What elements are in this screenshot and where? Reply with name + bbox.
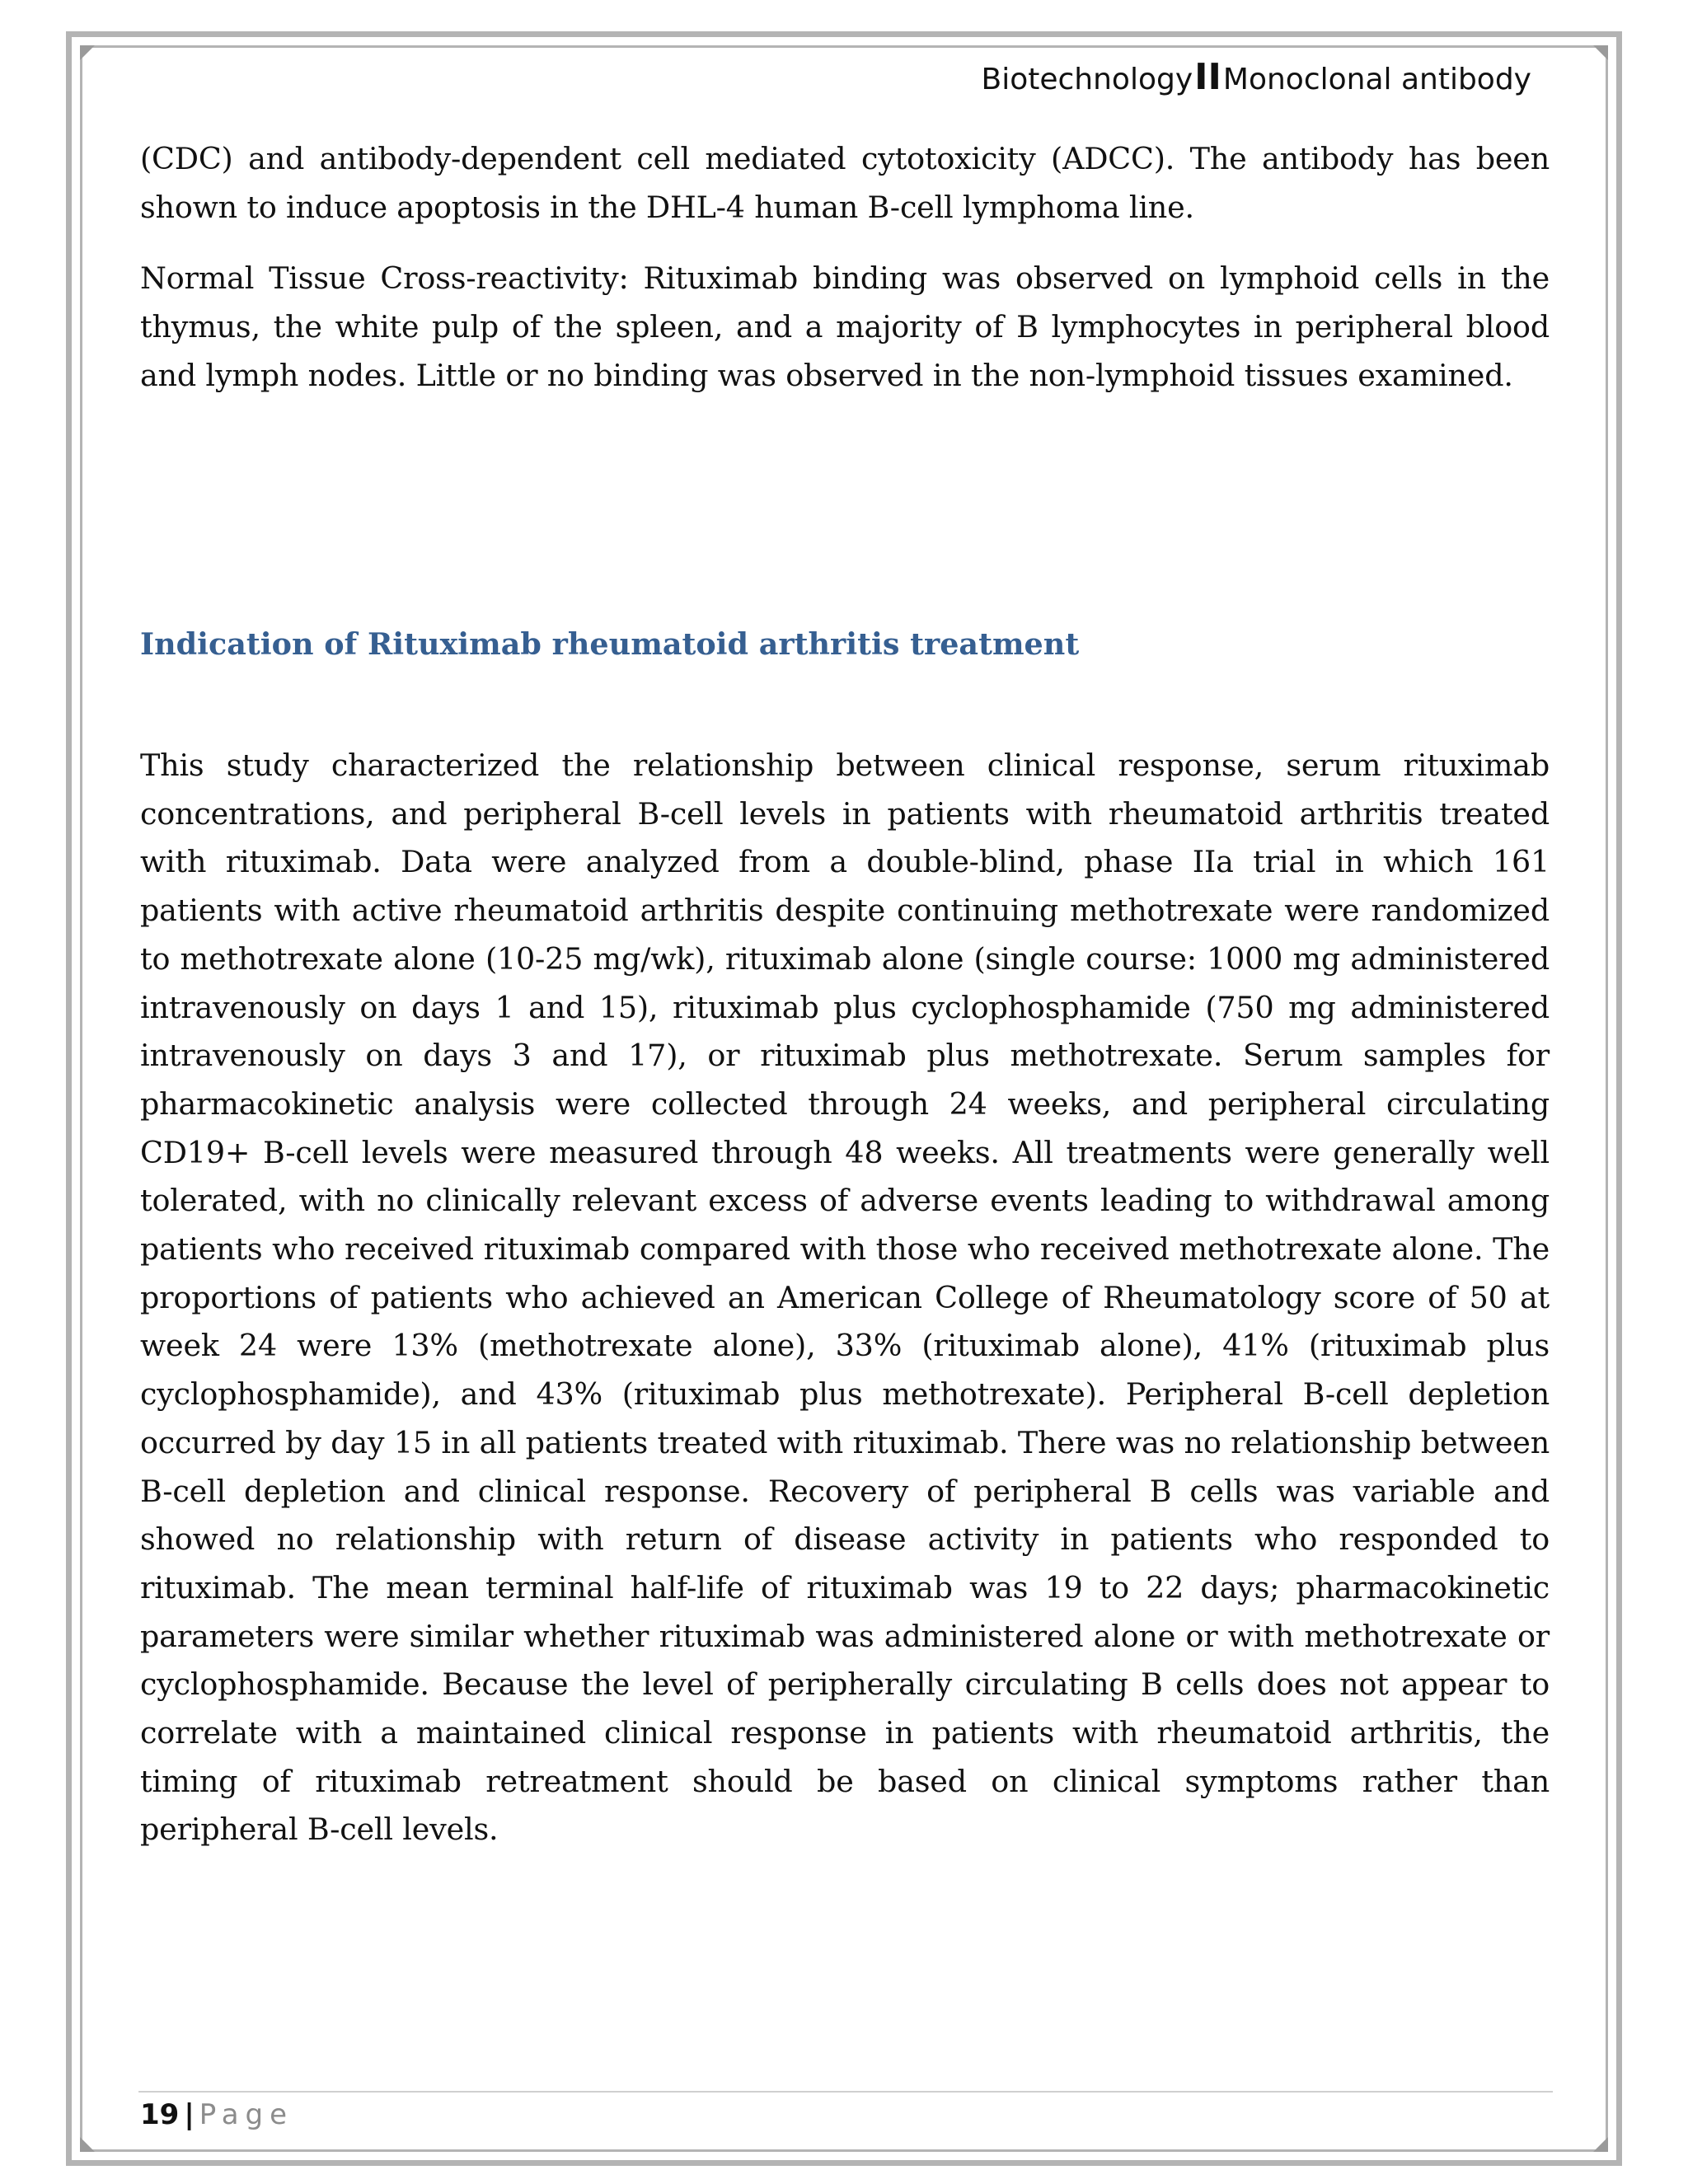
section-body [140, 742, 1550, 1854]
page-label: Page [199, 2098, 294, 2131]
paragraph-study-summary: This study characterized the relationship between clinical response, serum rituximab concentrations, and peripheral B-cell levels in patients with rheumatoid arthritis treated with rituximab. Data were analyzed from a double-blind, phase IIa trial in which 161 patients with active rheumatoid arthritis despite continuing methotrexate were randomized to methotrexate alone (10-25 mg/wk), rituximab alone (single course: 1000 mg administered intravenously on days 1 and 15), rituximab plus cyclophosphamide (750 mg administered intravenously on days 3 and 17), or rituximab plus methotrexate. Serum samples for pharmacokinetic analysis were collected through 24 weeks, and peripheral circulating CD19+ B-cell levels were measured through 48 weeks. All treatments were generally well tolerated, with no clinically relevant excess of adverse events leading to withdrawal among patients who received rituximab compared with those who received methotrexate alone. The proportions of patients who achieved an American College of Rheumatology score of 50 at week 24 were 13% (methotrexate alone), 33% (rituximab alone), 41% (rituximab plus cyclophosphamide), and 43% (rituximab plus methotrexate). Peripheral B-cell depletion occurred by day 15 in all patients treated with rituximab. There was no relationship between B-cell depletion and clinical response. Recovery of peripheral B cells was variable and showed no relationship with return of disease activity in patients who responded to rituximab. The mean terminal half-life of rituximab was 19 to 22 days; pharmacokinetic parameters were similar whether rituximab was administered alone or with methotrexate or cyclophosphamide. Because the level of peripherally circulating B cells does not appear to correlate with a maintained clinical response in patients with rheumatoid arthritis, the timing of rituximab retreatment should be based on clinical symptoms rather than peripheral B-cell levels. [140, 748, 1550, 1848]
paragraph-cdc-adcc: (CDC) and antibody-dependent cell mediated cytotoxicity (ADCC). The antibody has been shown to induce apoptosis in the DHL-4 human B-cell lymphoma line. [140, 141, 1550, 225]
header-topic: Monoclonal antibody [1222, 63, 1531, 96]
paragraph-tissue-cross-reactivity: Normal Tissue Cross-reactivity: Rituximab binding was observed on lymphoid cells in the thymus, the white pulp of the spleen, and a majority of B lymphocytes in peripheral blood and lymph nodes. Little or no binding was observed in the non-lymphoid tissues examined. [140, 260, 1550, 393]
corner-ornament-top-right [1593, 45, 1608, 60]
header-separator: II [1194, 56, 1221, 98]
corner-ornament-bottom-right [1593, 2137, 1608, 2152]
running-header [982, 56, 1531, 98]
corner-ornament-top-left [80, 45, 95, 60]
page-content [140, 135, 1550, 1848]
page-number: 19 [140, 2098, 180, 2131]
footer-rule [138, 2091, 1553, 2093]
header-subject: Biotechnology [981, 63, 1193, 96]
section-heading: Indication of Rituximab rheumatoid arthritis treatment [140, 626, 1080, 662]
page-footer [140, 2098, 293, 2131]
corner-ornament-bottom-left [80, 2137, 95, 2152]
footer-separator: | [184, 2098, 195, 2131]
